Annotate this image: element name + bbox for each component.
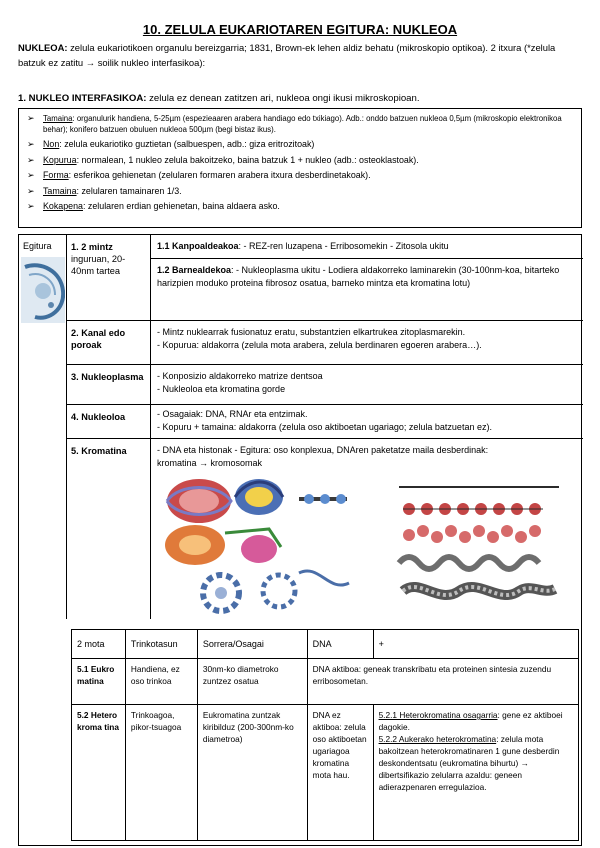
sub-text: : - Nukleoplasma ukitu - Lodiera aldakorreko laminarekin (30-100nm-koa, bitarteko harizpien moduko proteina fibrosoz osatua, barneko mintza eta kromatina lotu) [157, 265, 560, 288]
egitura-label: Egitura [23, 241, 52, 251]
row-line: - Osagaiak: DNA, RNAr eta entzimak. [157, 409, 308, 419]
row-line: - Kopurua: aldakorra (zelula mota arabera, zelula berdinaren egoeren arabera…). [157, 339, 482, 350]
intro-text: zelula eukariotikoen organulu bereizgarria; 1831, Brown-ek lehen aldiz behatu (mikroskopio optikoa). 2 itxura (*zelula batzuk ez zatitu → soilik nukleo interfasikoa): [18, 42, 556, 68]
row-line: - Mintz nuklearrak fusionatuz eratu, substantzien elkartrukea zitoplasmarekin. [157, 327, 466, 337]
list-item [27, 155, 575, 167]
row-line: - DNA eta histonak - Egitura: oso konplexua, DNAren paketatze maila desberdinak: [157, 445, 489, 455]
arrow-bullet-icon: ➢ [27, 170, 35, 180]
row-nucleoplasm [67, 365, 583, 405]
list-item [27, 201, 575, 213]
list-item [27, 170, 575, 182]
intro-paragraph [18, 40, 584, 70]
table-cell: 30nm-ko diametroko zuntzez osatua [197, 659, 307, 705]
bullet-key: Forma [43, 170, 69, 180]
row-content [151, 405, 583, 438]
row-label-detail: inguruan, 20-40nm tartea [71, 254, 126, 276]
section-text: zelula ez denean zatitzen ari, nukleoa ongi ikusi mikroskopioan. [146, 93, 420, 104]
bullet-text: : zelularen erdian gehienetan, baina aldaera asko. [82, 201, 280, 211]
arrow-bullet-icon: ➢ [27, 185, 35, 196]
arrow-bullet-icon: ➢ [27, 201, 35, 211]
table-header-cell: + [373, 630, 578, 659]
outer-membrane-cell [151, 235, 583, 259]
row-pores [67, 321, 583, 365]
sub-title: 1.2 Barnealdekoa [157, 265, 232, 275]
page-title: 10. ZELULA EUKARIOTAREN EGITURA: NUKLEOA [142, 22, 458, 37]
row-line: - Nukleoloa eta kromatina gorde [157, 383, 286, 394]
section-heading-paragraph [18, 92, 584, 105]
sub-text: : - REZ-ren luzapena - Erribosomekin - Zitosola ukitu [238, 241, 449, 251]
table-row [72, 659, 579, 705]
note-key: 5.2.1 Heterokromatina osagarria [378, 710, 498, 720]
structure-table [18, 234, 582, 846]
row-label: 3. Nukleoplasma [67, 365, 151, 404]
arrow-bullet-icon: ➢ [27, 139, 35, 149]
bullet-text: : zelula eukariotiko guztietan (salbuespen, adb.: giza eritrozitoak) [59, 139, 315, 149]
list-item [27, 139, 575, 151]
table-cell: DNA ez aktiboa: zelula oso aktiboetan ugariagoa kromatina mota hau. [307, 705, 373, 841]
bullet-key: Tamaina [43, 114, 73, 123]
bullet-key: Tamaina [43, 185, 77, 196]
bullet-text: : organulurik handiena, 5-25µm (espezieaaren arabera handiago edo txikiago). Adb.: onddo batzuen nukleoa 0,5µm (mikroskopio elektronikoa behar); konifero batzuen obuluen nukleoa 500µm (begi bistaz ikus). [43, 114, 562, 134]
note-text: : gene ez aktiboei dagokie. [378, 710, 563, 732]
arrow-bullet-icon: ➢ [27, 113, 35, 123]
row-label: 2. Kanal edo poroak [67, 321, 151, 364]
dna-strand-icon [299, 494, 347, 504]
table-header-cell: Sorrera/Osagai [197, 630, 307, 659]
row-label: 5. Kromatina [67, 439, 151, 619]
table-row [72, 705, 579, 841]
inner-membrane-cell [151, 259, 583, 320]
table-cell: DNA aktiboa: geneak transkribatu eta proteinen sintesia zuzendu erribosometan. [307, 659, 578, 705]
table-cell-type: 5.2 Hetero kroma tina [72, 705, 126, 841]
table-cell: Handiena, ez oso trinkoa [125, 659, 197, 705]
properties-box [18, 108, 582, 228]
row-nucleolus [67, 405, 583, 439]
row-line: - Konposizio aldakorreko matrize dentsoa [157, 371, 323, 381]
row-label: 4. Nukleoloa [67, 405, 151, 438]
nucleosome-model-icon [165, 479, 283, 565]
bullet-text: : esferikoa gehienetan (zelularen formaren arabera itxura desberdinetakoak). [68, 170, 371, 180]
row-membranes [67, 235, 583, 321]
table-cell: Trinkoagoa, pikor-tsuagoa [125, 705, 197, 841]
nucleus-micrograph-image [21, 257, 65, 323]
properties-list [19, 109, 581, 213]
row-line: - Kopuru + tamaina: aldakorra (zelula oso aktiboetan ugariago; zelula batzuetan ez). [157, 421, 492, 432]
note-key: 5.2.2 Aukerako heterokromatina [378, 734, 497, 744]
egitura-column [19, 235, 67, 619]
arrow-bullet-icon: ➢ [27, 154, 35, 165]
row-label [67, 235, 151, 320]
section-heading: 1. NUKLEO INTERFASIKOA: [18, 93, 147, 104]
intro-term: NUKLEOA: [18, 42, 68, 53]
bullet-key: Kopurua [43, 154, 77, 165]
chromatin-types-table [71, 629, 579, 841]
table-header-cell: 2 mota [72, 630, 126, 659]
row-content [151, 365, 583, 404]
table-cell-type: 5.1 Eukro matina [72, 659, 126, 705]
sub-title: 1.1 Kanpoaldeakoa [157, 241, 239, 251]
chromatin-fiber-icon [203, 571, 349, 611]
list-item [27, 113, 575, 135]
row-label-title: 1. 2 mintz [71, 242, 113, 252]
table-header-cell: DNA [307, 630, 373, 659]
table-header-cell: Trinkotasun [125, 630, 197, 659]
row-line: kromatina → kromosomak [157, 457, 263, 468]
row-content [151, 235, 583, 320]
note-text: : zelula mota bakoitzean heterokromatinaren 1 gune desberdin deskondentsatu (eukromatina bihurtu) → dibertsifikazio zelularra azaldu: geneen adierazpenaren erregulazioa. [378, 734, 560, 792]
bullet-key: Kokapena [43, 201, 83, 211]
list-item [27, 186, 575, 198]
table-cell: Eukromatina zuntzak kiribilduz (200-300nm-ko diametroa) [197, 705, 307, 841]
bullet-text: : normalean, 1 nukleo zelula bakoitzeko, baina batzuk 1 + nukleo (adb.: osteoklastoak). [76, 154, 419, 165]
bullet-text: : zelularen tamainaren 1/3. [76, 185, 182, 196]
chromatin-packaging-diagram [159, 473, 579, 617]
table-header-row [72, 630, 579, 659]
table-cell-notes [373, 705, 578, 841]
bullet-key: Non [43, 139, 60, 149]
packaging-levels-icon [399, 487, 559, 595]
row-content [151, 321, 583, 364]
